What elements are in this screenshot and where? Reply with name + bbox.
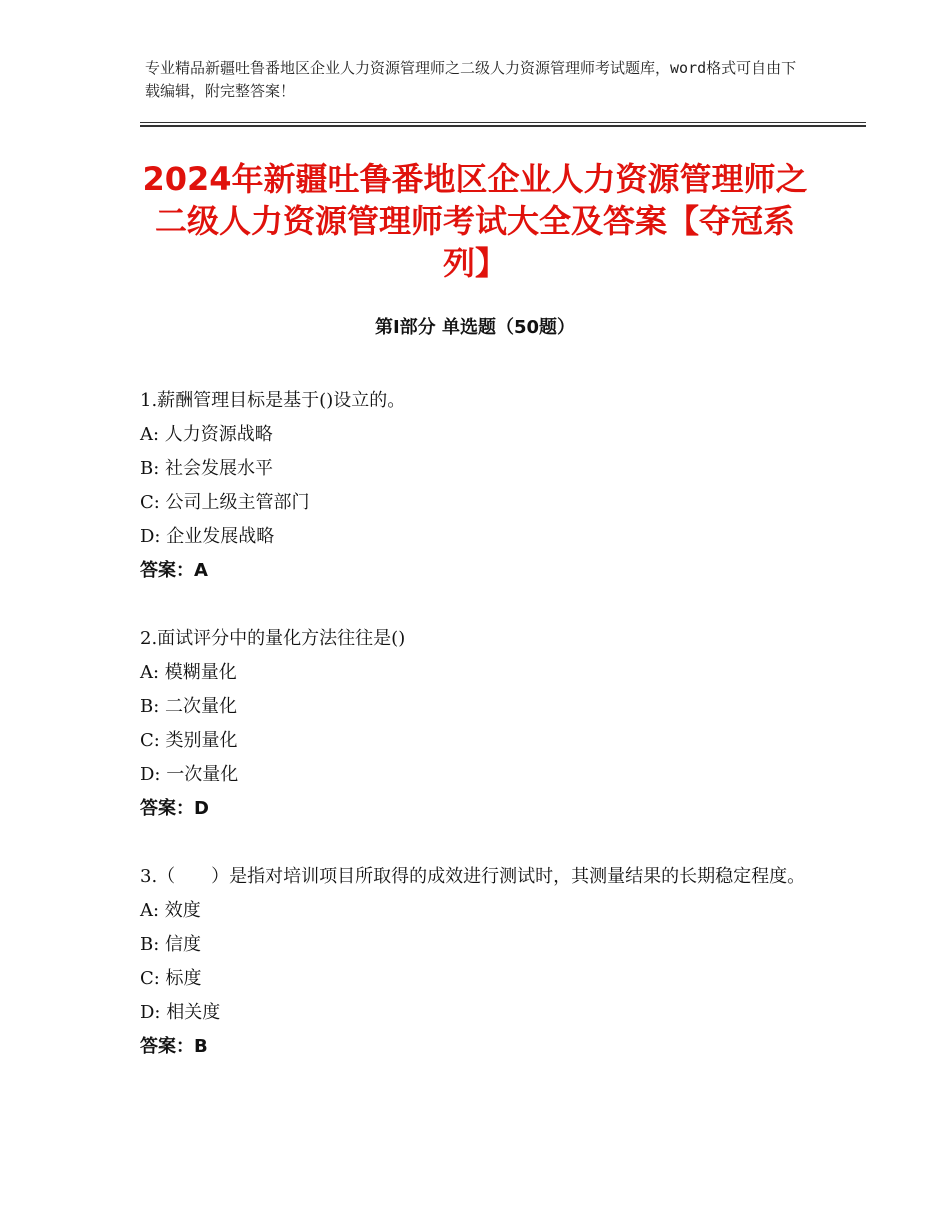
question-list xyxy=(140,384,820,1098)
question-stem: 3.（ ）是指对培训项目所取得的成效进行测试时，其测量结果的长期稳定程度。 xyxy=(140,866,806,887)
option-d: D: 相关度 xyxy=(140,1002,221,1023)
option-c: C: 类别量化 xyxy=(140,730,238,751)
option-a: A: 人力资源战略 xyxy=(140,424,273,445)
answer: 答案：B xyxy=(140,1036,208,1057)
question-1 xyxy=(140,384,820,588)
question-2 xyxy=(140,622,820,826)
option-c: C: 标度 xyxy=(140,968,202,989)
answer: 答案：D xyxy=(140,798,209,819)
option-d: D: 企业发展战略 xyxy=(140,526,275,547)
option-b: B: 信度 xyxy=(140,934,202,955)
answer: 答案：A xyxy=(140,560,208,581)
option-a: A: 效度 xyxy=(140,900,201,921)
header-note: 专业精品新疆吐鲁番地区企业人力资源管理师之二级人力资源管理师考试题库，word格式可自由下载编辑，附完整答案！ xyxy=(145,59,797,100)
question-stem: 1.薪酬管理目标是基于()设立的。 xyxy=(140,390,406,411)
header-rule xyxy=(140,122,866,127)
section-title: 第Ⅰ部分 单选题（50题） xyxy=(374,317,575,338)
option-c: C: 公司上级主管部门 xyxy=(140,492,310,513)
question-stem: 2.面试评分中的量化方法往往是() xyxy=(140,628,406,649)
question-3 xyxy=(140,860,820,1064)
document-title: 2024年新疆吐鲁番地区企业人力资源管理师之二级人力资源管理师考试大全及答案【夺冠系列】 xyxy=(142,160,808,282)
option-b: B: 社会发展水平 xyxy=(140,458,274,479)
option-d: D: 一次量化 xyxy=(140,764,239,785)
option-a: A: 模糊量化 xyxy=(140,662,237,683)
option-b: B: 二次量化 xyxy=(140,696,238,717)
